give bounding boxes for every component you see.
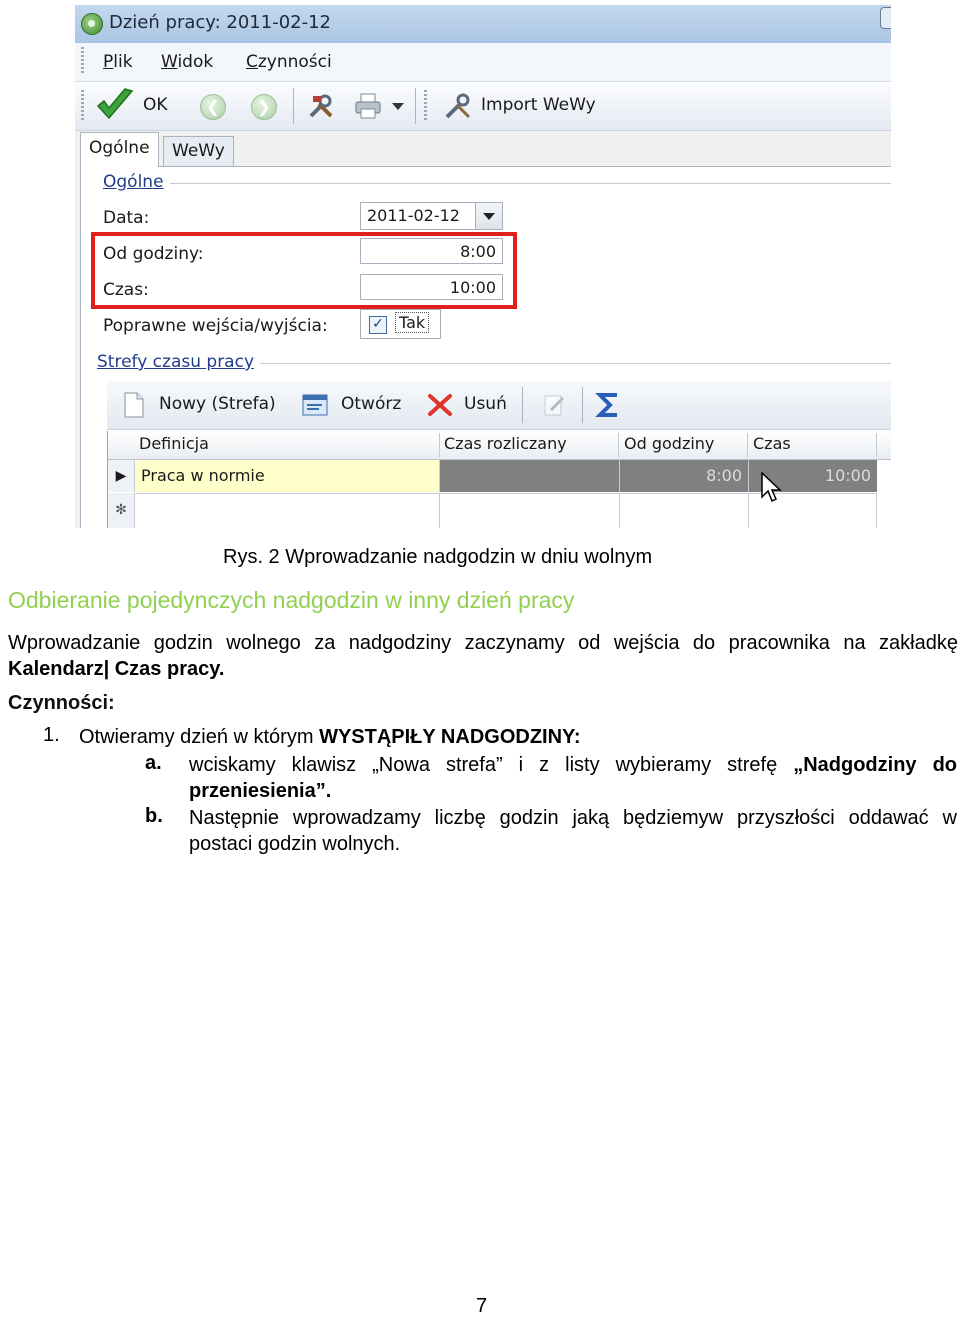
column-header-definition[interactable]: Definicja [139, 434, 209, 453]
from-hour-input[interactable]: 8:00 [360, 238, 503, 264]
intro-text: Wprowadzanie godzin wolnego za nadgodziny zaczynamy od wejścia do pracownika na zakładkę [8, 632, 958, 654]
step-1-prefix: Otwieramy dzień w którym [79, 726, 320, 748]
group-title-zones [97, 352, 254, 372]
toolbar-separator [522, 387, 523, 423]
section-heading: Odbieranie pojedynczych nadgodzin w inny dzień pracy [8, 587, 575, 613]
intro-paragraph [8, 630, 958, 682]
group-divider [260, 363, 891, 364]
zones-toolbar [107, 381, 891, 430]
mouse-cursor-icon [761, 472, 783, 504]
open-zone-button[interactable]: Otwórz [341, 394, 402, 414]
page-number: 7 [476, 1295, 488, 1317]
figure-caption: Rys. 2 Wprowadzanie nadgodzin w dniu wolnym [223, 546, 653, 568]
row-selector-new[interactable]: ✻ [108, 493, 135, 528]
new-zone-button[interactable]: Nowy (Strefa) [159, 394, 276, 414]
table-cell-definition[interactable]: Praca w normie [135, 460, 439, 492]
table-cell-counted[interactable] [439, 493, 619, 528]
forward-arrow-icon[interactable]: ❯ [251, 94, 277, 120]
window-titlebar [75, 5, 891, 43]
chevron-down-icon[interactable] [475, 203, 502, 229]
table-cell-time[interactable]: 10:00 [748, 460, 877, 492]
edit-icon[interactable] [542, 393, 566, 417]
step-1-number: 1. [43, 724, 60, 746]
column-divider [439, 433, 440, 457]
duration-label: Czas: [103, 280, 149, 300]
menu-bar [75, 43, 891, 82]
import-wewy-button[interactable] [440, 86, 620, 126]
check-icon [95, 86, 135, 124]
from-hour-label: Od godziny: [103, 244, 204, 264]
menu-widok[interactable]: Widok [161, 52, 214, 72]
check-icon[interactable]: ✓ [369, 316, 387, 334]
column-header-counted[interactable]: Czas rozliczany [444, 434, 567, 453]
toolbar-separator [415, 88, 416, 124]
column-divider [747, 433, 748, 457]
back-arrow-icon[interactable]: ❮ [200, 94, 226, 120]
date-combo[interactable] [360, 202, 503, 230]
menu-plik[interactable]: Plik [103, 52, 133, 72]
tools-icon[interactable] [307, 92, 335, 120]
intro-bold-path: Kalendarz| Czas pracy. [8, 658, 225, 680]
group-title-general: Ogólne [103, 172, 164, 192]
delete-zone-button[interactable]: Usuń [464, 394, 507, 414]
tab-wewy[interactable]: WeWy [163, 136, 234, 167]
table-cell-definition[interactable] [135, 493, 439, 528]
row-selector[interactable]: ▶ [108, 460, 135, 492]
sum-icon[interactable] [595, 391, 623, 419]
window-title: Dzień pracy: 2011-02-12 [109, 12, 332, 33]
step-1-bold: WYSTĄPIŁY NADGODZINY: [319, 726, 581, 748]
ok-label: OK [143, 95, 168, 115]
open-form-icon [302, 394, 328, 416]
toolbar-grip [424, 90, 427, 122]
column-divider [618, 433, 619, 457]
printer-icon[interactable] [354, 92, 382, 120]
valid-entries-label: Poprawne wejścia/wyjścia: [103, 316, 328, 336]
toolbar-grip [81, 90, 84, 122]
menu-czynnosci[interactable]: Czynności [246, 52, 332, 72]
import-icon [443, 91, 473, 121]
valid-entries-field[interactable] [360, 309, 441, 339]
tab-ogolne[interactable]: Ogólne [80, 132, 159, 167]
printer-dropdown-icon[interactable] [391, 102, 405, 112]
toolbar-separator [293, 88, 294, 124]
app-logo-icon [81, 13, 103, 35]
step-a-bold: „Nadgodziny do przeniesienia”. [189, 754, 957, 802]
group-divider [170, 183, 891, 184]
column-divider [876, 433, 877, 457]
app-screenshot [75, 5, 891, 528]
group-title-zones-text: Strefy czasu pracy [97, 352, 255, 372]
table-cell-counted[interactable] [439, 460, 619, 492]
column-header-from[interactable]: Od godziny [624, 434, 715, 453]
import-wewy-label: Import WeWy [481, 95, 596, 115]
window-control-button[interactable] [880, 7, 891, 29]
main-toolbar [75, 82, 891, 131]
table-cell-from[interactable] [619, 493, 748, 528]
actions-label: Czynności: [8, 692, 115, 714]
date-label: Data: [103, 208, 150, 228]
step-1-text [79, 724, 957, 750]
delete-x-icon [427, 393, 453, 417]
table-cell-from[interactable]: 8:00 [619, 460, 748, 492]
duration-input[interactable]: 10:00 [360, 274, 503, 300]
menubar-grip [81, 47, 84, 75]
step-a-letter: a. [145, 752, 162, 774]
new-document-icon [123, 392, 145, 418]
valid-entries-text: Tak [395, 312, 429, 333]
date-value: 2011-02-12 [367, 206, 460, 225]
step-a-prefix: wciskamy klawisz „Nowa strefa” i z listy wybieramy strefę [189, 754, 794, 776]
step-b-letter: b. [145, 805, 163, 827]
step-a-text [189, 752, 957, 804]
ok-button[interactable] [95, 86, 175, 126]
grid-header [108, 431, 891, 460]
toolbar-separator [582, 387, 583, 423]
tab-strip [75, 131, 891, 167]
step-b-text: Następnie wprowadzamy liczbę godzin jaką będziemyw przyszłości oddawać w postaci godzin wolnych. [189, 807, 957, 855]
column-header-time[interactable]: Czas [753, 434, 791, 453]
